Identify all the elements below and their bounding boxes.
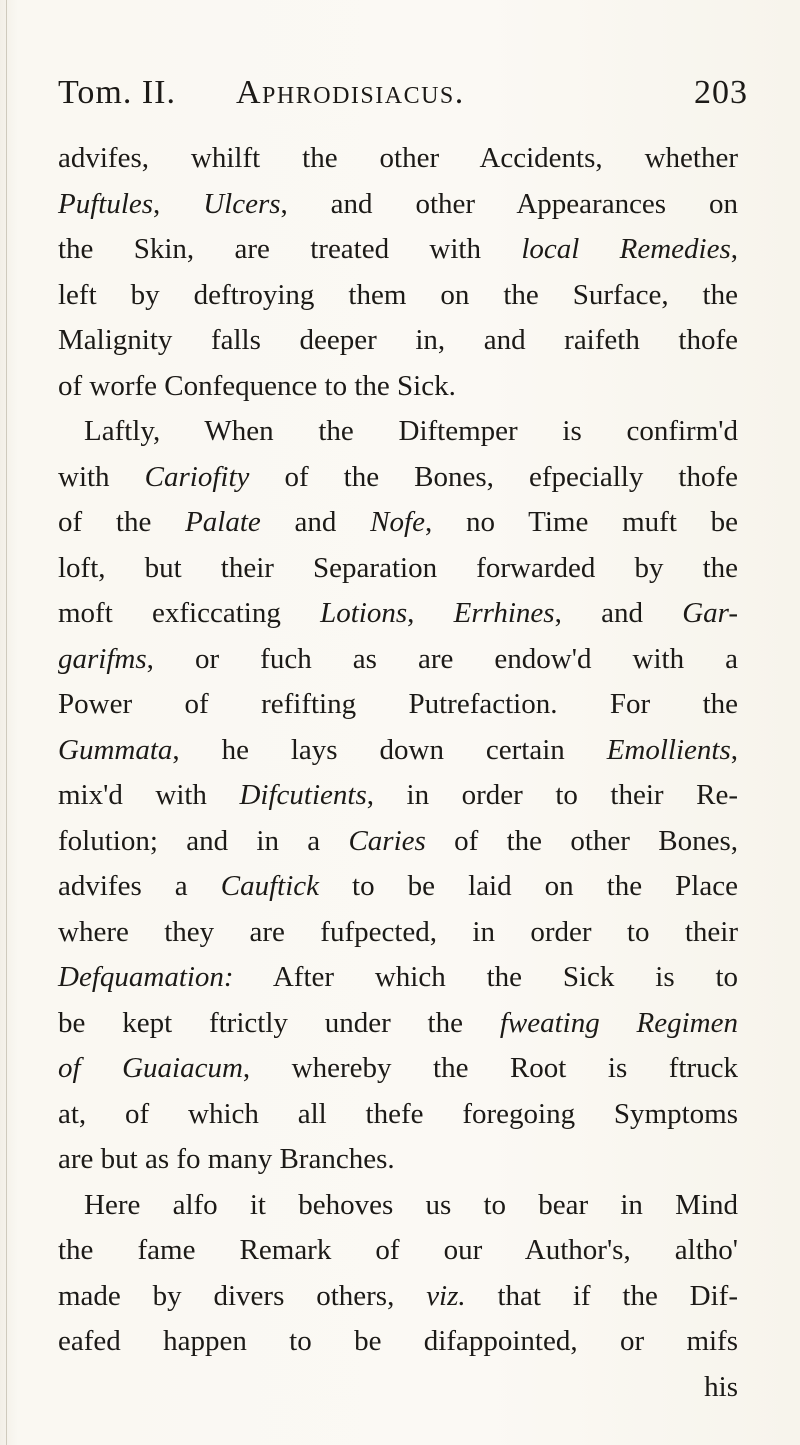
text-run: Here alfo it behoves us to bear in Mind	[84, 1188, 738, 1221]
text-run: with	[58, 460, 145, 493]
italic-text-run: Puftules	[58, 187, 154, 220]
text-line	[58, 136, 738, 182]
text-line	[58, 864, 738, 910]
italic-text-run: Nofe	[370, 506, 425, 538]
text-run: After which the Sick is to	[233, 961, 738, 993]
text-run: of the other Bones,	[425, 824, 739, 857]
text-line	[58, 364, 738, 410]
text-line	[58, 1274, 738, 1320]
text-line	[58, 409, 738, 455]
text-run: that if the Dif-	[465, 1279, 738, 1312]
text-run: where they are fufpected, in order to their	[58, 915, 738, 948]
italic-text-run: Gummata	[58, 733, 173, 766]
text-line	[58, 273, 738, 319]
text-line	[58, 682, 738, 728]
text-run: eafed happen to be difappointed, or mifs	[58, 1325, 738, 1357]
text-run: and	[260, 506, 371, 538]
text-run: ,	[407, 597, 454, 629]
text-run: be kept ftrictly under the	[58, 1006, 500, 1039]
catchword: his	[704, 1370, 738, 1403]
text-run: , in order to their Re-	[366, 779, 738, 811]
italic-text-run: Errhines	[453, 597, 555, 629]
italic-text-run: viz.	[426, 1279, 466, 1312]
text-line	[58, 1228, 738, 1274]
italic-text-run: Gar-	[682, 597, 739, 629]
italic-text-run: Difcutients	[239, 779, 367, 811]
text-line	[58, 819, 738, 865]
text-run: made by divers others,	[58, 1279, 427, 1312]
text-line	[58, 455, 738, 501]
text-line	[58, 637, 738, 683]
italic-text-run: Defquamation:	[58, 961, 234, 993]
text-line	[58, 1001, 738, 1047]
text-line	[58, 728, 738, 774]
text-run: ,	[730, 733, 738, 766]
text-run: advifes, whilft the other Accidents, whether	[58, 142, 738, 174]
text-run: loft, but their Separation forwarded by the	[58, 551, 738, 584]
text-run: of the Bones, efpecially thofe	[249, 460, 738, 493]
text-line	[58, 1046, 738, 1092]
text-run: at, of which all thefe foregoing Symptoms	[58, 1097, 738, 1130]
text-line	[58, 1319, 738, 1365]
text-run: moft exficcating	[58, 597, 321, 629]
text-run: of the	[58, 506, 186, 538]
italic-text-run: Cariofity	[144, 460, 250, 493]
italic-text-run: Emollients	[606, 733, 731, 766]
text-run: the fame Remark of our Author's, altho'	[58, 1234, 738, 1266]
text-line	[58, 546, 738, 592]
text-line	[58, 591, 738, 637]
text-run: folution; and in a	[58, 824, 349, 857]
text-run: advifes a	[58, 870, 221, 902]
italic-text-run: Cauftick	[220, 870, 319, 902]
text-run: Power of refifting Putrefaction. For the	[58, 688, 738, 720]
italic-text-run: fweating Regimen	[499, 1006, 738, 1039]
italic-text-run: Lotions	[320, 597, 408, 629]
text-line	[58, 1183, 738, 1229]
text-line	[58, 182, 738, 228]
text-run: are but as fo many Branches.	[58, 1143, 395, 1175]
text-line	[58, 910, 738, 956]
running-head	[58, 74, 748, 118]
text-line	[58, 1137, 738, 1183]
body-text	[58, 136, 738, 1410]
text-run: , whereby the Root is ftruck	[242, 1052, 738, 1084]
italic-text-run: Palate	[185, 506, 261, 538]
text-line	[58, 318, 738, 364]
italic-text-run: garifms	[58, 642, 147, 675]
text-line	[58, 955, 738, 1001]
page-gutter-edge	[6, 0, 7, 1445]
text-run: the Skin, are treated with	[58, 233, 522, 265]
italic-text-run: Ulcers	[203, 187, 281, 220]
italic-text-run: local Remedies	[521, 233, 731, 265]
text-line	[58, 1092, 738, 1138]
text-run: left by deftroying them on the Surface, the	[58, 278, 738, 311]
text-run: , and other Appearances on	[280, 187, 738, 220]
text-run: , he lays down certain	[172, 733, 607, 766]
text-line	[58, 500, 738, 546]
tome-label: Tom. II.	[58, 74, 176, 111]
text-run: mix'd with	[58, 779, 240, 811]
text-run: , and	[554, 597, 683, 629]
running-title: Aphrodisiacus.	[236, 74, 465, 111]
page-number: 203	[694, 74, 748, 111]
text-run: Malignity falls deeper in, and raifeth thofe	[58, 324, 738, 356]
text-run: , no Time muft be	[424, 506, 738, 538]
italic-text-run: Caries	[348, 824, 426, 857]
italic-text-run: of Guaiacum	[58, 1052, 243, 1084]
text-line	[58, 227, 738, 273]
text-run: Laftly, When the Diftemper is confirm'd	[84, 415, 738, 447]
text-run: ,	[730, 233, 738, 265]
text-run: , or fuch as are endow'd with a	[146, 642, 738, 675]
text-run: of worfe Confequence to the Sick.	[58, 369, 456, 402]
text-run: ,	[153, 187, 204, 220]
text-line	[58, 773, 738, 819]
text-run: to be laid on the Place	[319, 870, 738, 902]
